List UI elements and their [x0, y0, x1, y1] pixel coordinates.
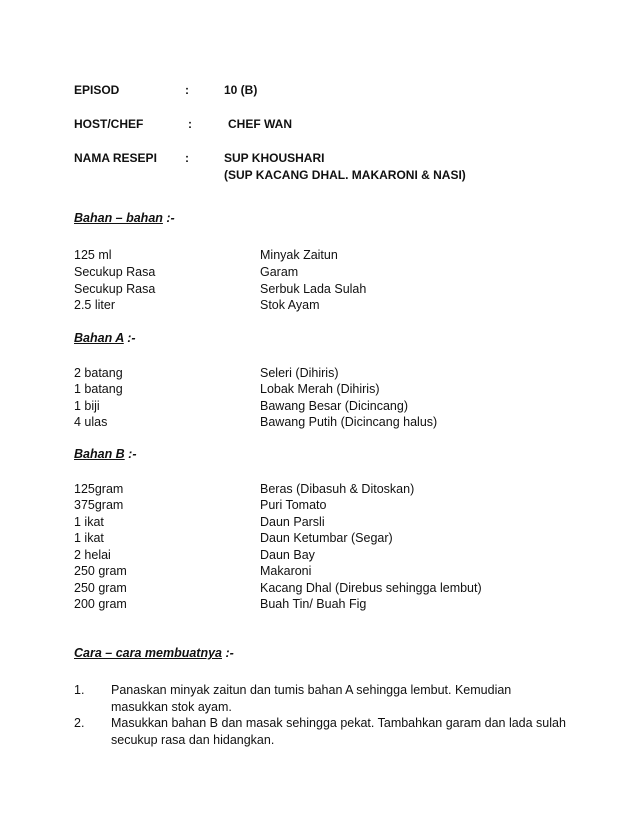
section-heading-bahan-a-suffix: :- [123, 331, 136, 345]
step-text: masukkan stok ayam. [111, 700, 232, 714]
ingredient-qty: 1 ikat [74, 531, 104, 545]
method-heading-suffix: :- [222, 646, 234, 660]
ingredient-name: Garam [260, 265, 299, 279]
ingredient-name: Serbuk Lada Sulah [260, 282, 367, 296]
info-sep-host: : [188, 117, 192, 131]
section-heading-bahan-suffix: :- [162, 211, 175, 225]
ingredient-qty: 125 ml [74, 248, 112, 262]
ingredient-name: Daun Bay [260, 548, 315, 562]
step-number: 2. [74, 716, 85, 730]
ingredient-qty: 125gram [74, 482, 124, 496]
section-heading-bahan-a-text: Bahan A [74, 331, 124, 345]
section-heading-bahan-a [74, 331, 136, 345]
ingredient-name: Daun Ketumbar (Segar) [260, 531, 393, 545]
info-value-host: CHEF WAN [228, 117, 292, 131]
step-text: Masukkan bahan B dan masak sehingga pekat. Tambahkan garam dan lada sulah [111, 716, 566, 730]
ingredient-qty: 1 batang [74, 382, 123, 396]
ingredient-name: Puri Tomato [260, 498, 327, 512]
ingredient-qty: 1 biji [74, 399, 100, 413]
section-heading-bahan-b-suffix: :- [124, 447, 137, 461]
ingredient-qty: 375gram [74, 498, 124, 512]
ingredient-qty: Secukup Rasa [74, 265, 156, 279]
info-label-host: HOST/CHEF [74, 117, 144, 131]
ingredient-name: Bawang Besar (Dicincang) [260, 399, 408, 413]
recipe-subtitle: (SUP KACANG DHAL. MAKARONI & NASI) [224, 168, 466, 182]
info-value-recipe: SUP KHOUSHARI [224, 151, 325, 165]
section-heading-bahan-b [74, 447, 137, 461]
ingredient-name: Makaroni [260, 564, 312, 578]
ingredient-qty: 200 gram [74, 597, 127, 611]
info-sep-episod: : [185, 83, 189, 97]
section-heading-bahan [74, 211, 175, 225]
ingredient-name: Daun Parsli [260, 515, 325, 529]
info-label-recipe: NAMA RESEPI [74, 151, 157, 165]
ingredient-qty: 250 gram [74, 581, 127, 595]
step-text: secukup rasa dan hidangkan. [111, 733, 275, 747]
method-heading [74, 646, 234, 660]
ingredient-name: Beras (Dibasuh & Ditoskan) [260, 482, 415, 496]
ingredient-name: Stok Ayam [260, 298, 320, 312]
ingredient-qty: 4 ulas [74, 415, 108, 429]
ingredient-name: Seleri (Dihiris) [260, 366, 339, 380]
ingredient-name: Bawang Putih (Dicincang halus) [260, 415, 438, 429]
ingredient-qty: 2 helai [74, 548, 111, 562]
step-text: Panaskan minyak zaitun dan tumis bahan A sehingga lembut. Kemudian [111, 683, 512, 697]
section-heading-bahan-b-text: Bahan B [74, 447, 125, 461]
method-heading-text: Cara – cara membuatnya [74, 646, 222, 660]
ingredient-name: Lobak Merah (Dihiris) [260, 382, 380, 396]
ingredient-qty: 1 ikat [74, 515, 104, 529]
section-heading-bahan-text: Bahan – bahan [74, 211, 163, 225]
ingredient-name: Kacang Dhal (Direbus sehingga lembut) [260, 581, 482, 595]
ingredient-name: Buah Tin/ Buah Fig [260, 597, 367, 611]
info-label-episod: EPISOD [74, 83, 120, 97]
ingredient-qty: 250 gram [74, 564, 127, 578]
info-value-episod: 10 (B) [224, 83, 258, 97]
ingredient-qty: 2 batang [74, 366, 123, 380]
ingredient-qty: 2.5 liter [74, 298, 115, 312]
info-sep-recipe: : [185, 151, 189, 165]
ingredient-name: Minyak Zaitun [260, 248, 338, 262]
step-number: 1. [74, 683, 85, 697]
ingredient-qty: Secukup Rasa [74, 282, 156, 296]
